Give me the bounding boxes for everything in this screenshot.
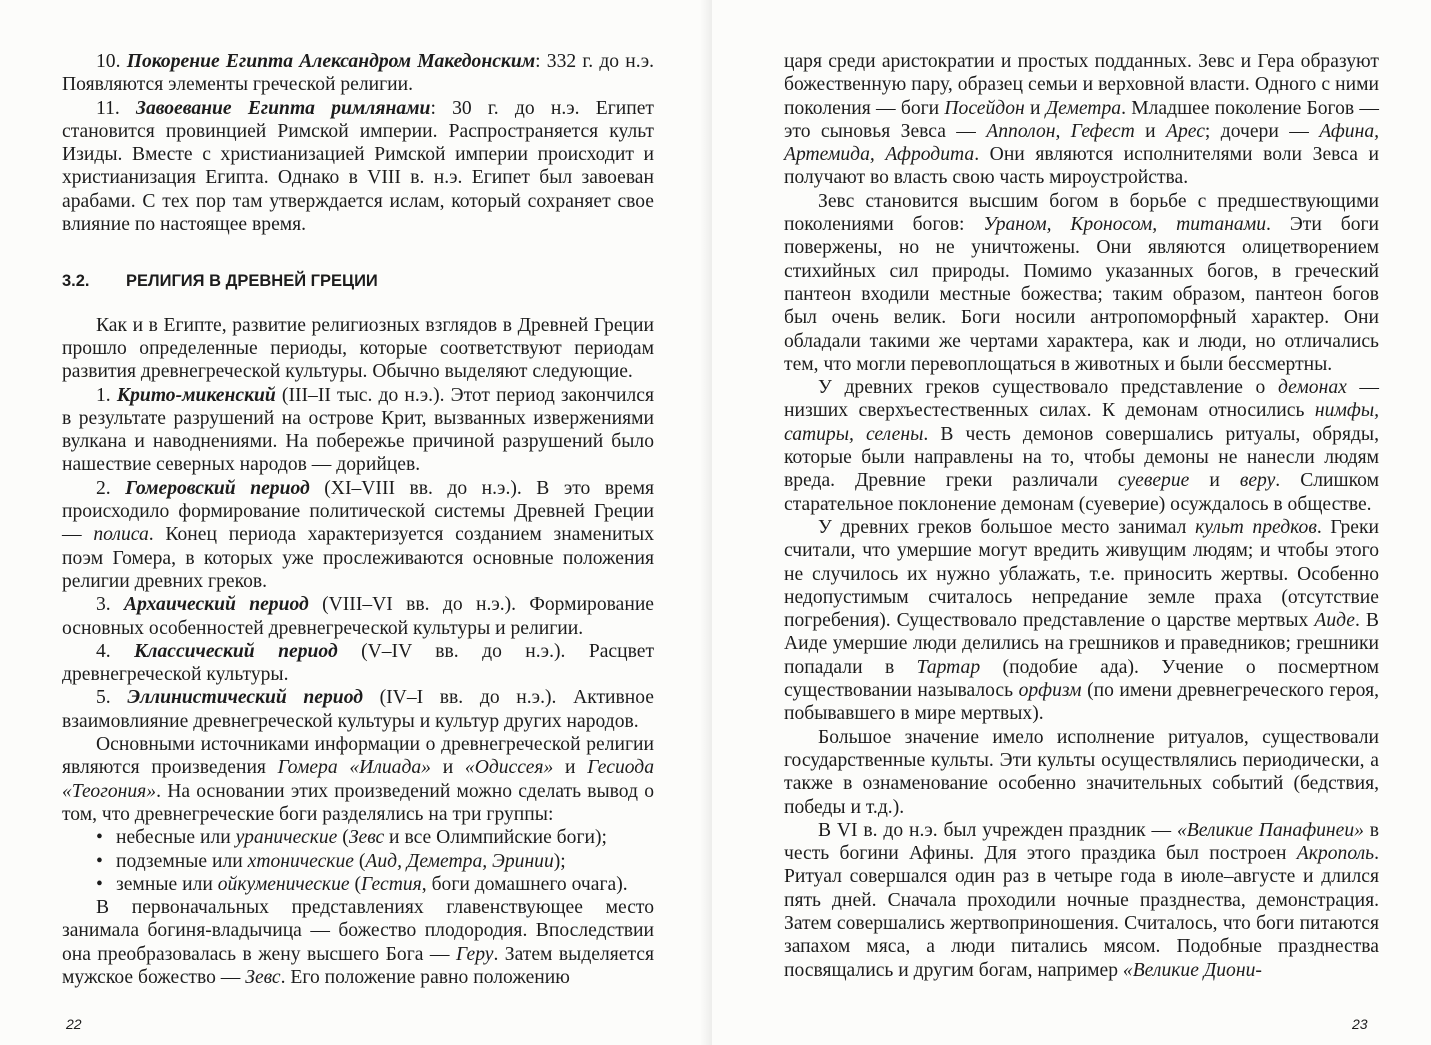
text-run: (XI–VIII вв. до н.э.). В это время происходило формирование политической системы Древней Греции — (62, 477, 655, 546)
text-run: 10. (96, 51, 127, 72)
text-run: — низших сверхъестественных силах. К демонам относились (784, 377, 1379, 422)
section-title: РЕЛИГИЯ В ДРЕВНЕЙ ГРЕЦИИ (126, 272, 378, 291)
emphasis-text: ойкуменические (217, 873, 350, 895)
emphasis-text: орфизм (1018, 680, 1082, 702)
section-heading (62, 270, 654, 293)
emphasis-text: Классический период (134, 640, 338, 662)
emphasis-text: Крито-микенский (116, 384, 276, 406)
emphasis-text: Геру (455, 943, 494, 965)
bullet-icon: • (96, 827, 103, 849)
emphasis-text: Аиде (1314, 610, 1355, 632)
text-run: . Слишком старательное поклонение демонам (суеверие) осуждалось в обществе. (784, 470, 1379, 515)
emphasis-text: демонах (1277, 377, 1347, 399)
section-number: 3.2. (62, 272, 90, 291)
left-page (0, 0, 712, 1045)
paragraph (784, 819, 1379, 982)
emphasis-text: «Великие Диони- (1122, 959, 1262, 981)
paragraph (62, 686, 654, 733)
page-number-left: 22 (66, 1016, 82, 1032)
text-run: . На основании этих произведений можно сделать вывод о том, что древнегреческие боги разделялись на три группы: (62, 780, 654, 825)
paragraph (784, 516, 1379, 726)
text-run: и все Олимпийские боги); (384, 827, 607, 849)
text-run: . Эти боги повержены, но не уничтожены. Они являются олицетворением стихийных сил природы. Помимо указанных богов, в греческий пантеон входили местные божества; таким образом, пантеон богов был очень велик. Боги носили антропоморфный характер. Они обладали такими же чертами характера, как и люди, но отличались тем, что могли перевоплощаться в животных и были бессмертны. (784, 214, 1380, 375)
text-run: (VIII–VI вв. до н.э.). Формирование основных особенностей древнегреческой культуры и религии. (62, 594, 655, 639)
emphasis-text: Арес (1166, 120, 1205, 142)
emphasis-text: Эллинистический период (127, 687, 363, 709)
text-run: : 30 г. до н.э. Египет становится провинцией Римской империи. Распространяется культ Изиды. Вместе с христианизацией Римской империи происходит и христианизация Египта. Однако в VIII в. н.э. Египет был завоеван арабами. С тех пор там утверждается ислам, который сохраняет свое влияние по настоящее время. (62, 97, 654, 236)
paragraph (62, 640, 654, 687)
emphasis-text: Апполон, Гефест (986, 120, 1135, 142)
emphasis-text: Афина, Артемида, Афродита (784, 120, 1380, 166)
emphasis-text: нимфы, сатиры, селены (784, 400, 1379, 445)
emphasis-text: Деметра (1045, 97, 1122, 119)
text-run: (подобие ада). Учение о посмертном существовании называлось (784, 656, 1379, 702)
left-column (62, 50, 654, 989)
emphasis-text: хтонические (247, 850, 354, 872)
text-run: 1. (96, 384, 117, 406)
text-run: В первоначальных представлениях главенствующее место занимала богиня-владычица — божество плодородия. Впоследствии она преобразовалась в жену высшего Бога — (62, 897, 654, 965)
page-number-right: 23 (1352, 1016, 1368, 1032)
emphasis-text: Тартар (916, 656, 981, 678)
text-run: Как и в Египте, развитие религиозных взглядов в Древней Греции прошло определенные периоды, которые соответствуют периодам развития древнегреческой культуры. Обычно выделяют следующие. (62, 314, 654, 383)
text-run: В VI в. до н.э. был учрежден праздник — (818, 819, 1177, 841)
text-run: подземные или (116, 850, 248, 872)
text-run: небесные или (116, 827, 236, 849)
text-run: 3. (96, 594, 125, 616)
text-run: . В Аиде умершие люди делились на грешников и праведников; грешники попадали в (784, 610, 1379, 678)
emphasis-text: Посейдон (944, 97, 1025, 119)
emphasis-text: культ предков (1195, 516, 1317, 538)
paragraph (62, 733, 654, 826)
text-run: и (553, 757, 588, 779)
paragraph (784, 726, 1379, 819)
emphasis-text: Аид, Деметра, Эринии (365, 850, 554, 872)
left-body-paragraphs (62, 314, 654, 827)
emphasis-text: уранические (235, 827, 338, 849)
paragraph (62, 477, 654, 593)
emphasis-text: полиса (93, 524, 149, 546)
text-run: и (1134, 120, 1166, 142)
text-run: земные или (116, 873, 218, 895)
emphasis-text: Зевс (245, 966, 281, 988)
paragraph (784, 50, 1379, 190)
emphasis-text: Покорение Египта Александром Македонским (126, 51, 536, 72)
emphasis-text: «Одиссея» (464, 757, 554, 779)
text-run: 2. (96, 477, 126, 499)
emphasis-text: Зевс (348, 827, 385, 849)
text-run: . Младшее поколение Богов — это сыновья Зевса — (784, 97, 1379, 142)
paragraph (62, 50, 654, 97)
text-run: (по имени древнегреческого героя, побывавшего в мире мертвых). (784, 680, 1379, 725)
text-run: и (430, 757, 465, 779)
text-run: . Они являются исполнителями воли Зевса и получают во власть свою часть мироустройства. (784, 144, 1379, 189)
text-run: и (1024, 97, 1046, 119)
text-run: (III–II тыс. до н.э.). Этот период закончился в результате разрушений на острове Крит, вызванных извержениями вулкана и наводнениями. На побережье причиной разрушений было нашествие северных народов — дорийцев. (62, 384, 654, 476)
text-run: (IV–I вв. до н.э.). Активное взаимовлияние древнегреческой культуры и культур других народов. (62, 687, 654, 732)
bullet-list (62, 826, 654, 896)
text-run: Зевс становится высшим богом в борьбе с предшествующими поколениями богов: (784, 190, 1379, 236)
text-run: . Греки считали, что умершие могут вредить живущим людям; и чтобы этого не случилось их нужно ублажать, т.е. приносить жертвы. Особенно недопустимым считалось непредание земле праха (отсутствие погребения). Существовало представление о царстве мертвых (784, 516, 1380, 632)
bullet-item (96, 873, 654, 896)
text-run: . Затем выделяется мужское божество — (62, 943, 654, 988)
text-run: царя среди аристократии и простых подданных. Зевс и Гера образуют божественную пару, образец семьи и верховной власти. Одного с ними поколения — боги (784, 51, 1379, 119)
right-page (712, 0, 1431, 1045)
right-column (784, 50, 1379, 982)
bullet-item (96, 850, 654, 873)
paragraph (784, 376, 1379, 516)
paragraph (62, 384, 654, 477)
bullet-icon: • (96, 873, 103, 895)
emphasis-text: Гомеровский период (125, 477, 310, 499)
bullet-icon: • (96, 850, 103, 872)
text-run: : 332 г. до н.э. Появляются элементы греческой религии. (62, 51, 655, 96)
text-run: Основными источниками информации о древнегреческой религии являются произведения (62, 734, 654, 779)
emphasis-text: «Великие Панафинеи» (1176, 819, 1364, 841)
emphasis-text: Архаический период (124, 594, 309, 616)
text-run: ( (337, 827, 349, 849)
paragraph (62, 896, 654, 989)
left-closing-paragraphs (62, 896, 654, 989)
left-intro-paragraphs (62, 50, 654, 236)
text-run: 4. (96, 640, 135, 662)
text-run: и (1189, 470, 1240, 492)
text-run: в честь богини Афины. Для этого праздика был построен (784, 819, 1379, 865)
text-run: 11. (96, 97, 136, 119)
text-run: У древних греков существовало представление о (818, 377, 1278, 399)
emphasis-text: Завоевание Египта римлянами (135, 97, 431, 119)
text-run: , боги домашнего очага). (421, 873, 628, 895)
text-run: . В честь демонов совершались ритуалы, обряды, которые были направлены на то, чтобы демоны не нанесли людям вреда. Древние греки различали (784, 423, 1379, 492)
emphasis-text: веру (1239, 470, 1276, 492)
paragraph (62, 593, 654, 640)
bullet-item (96, 826, 654, 849)
text-run: (V–IV вв. до н.э.). Расцвет древнегреческой культуры. (62, 640, 655, 686)
emphasis-text: Акрополь (1296, 843, 1375, 865)
emphasis-text: Ураном, Кроносом, титанами (983, 214, 1267, 236)
emphasis-text: Гомера «Илиада» (277, 757, 431, 779)
text-run: ); (553, 850, 566, 872)
paragraph (784, 190, 1379, 376)
emphasis-text: Гесиода «Теогония» (62, 757, 654, 802)
emphasis-text: суеверие (1117, 470, 1190, 492)
emphasis-text: Гестия (361, 873, 422, 895)
text-run: . Конец периода характеризуется созданием знаменитых поэм Гомера, в которых уже прослеживаются основные положения религии древних греков. (62, 524, 654, 592)
paragraph (62, 314, 654, 384)
text-run: ( (353, 850, 366, 872)
text-run: ; дочери — (1204, 120, 1320, 142)
text-run: . Его положение равно положению (280, 966, 570, 988)
text-run: . Ритуал совершался один раз в четыре года в июле–августе и длился пять дней. Сначала проходили ночные празднества, демонстрация. Затем совершались жертвоприношения. Считалось, что боги питаются запахом мяса, а люди питались мясом. Подобные празднества посвящались и другим богам, например (784, 843, 1379, 981)
text-run: Большое значение имело исполнение ритуалов, существовали государственные культы. Эти культы осуществлялись периодически, а также в ознаменование особенно значительных событий (бедствия, победы и т.д.). (784, 726, 1379, 818)
text-run: ( (349, 873, 361, 895)
text-run: 5. (96, 687, 128, 709)
paragraph (62, 97, 654, 237)
text-run: У древних греков большое место занимал (818, 516, 1196, 538)
